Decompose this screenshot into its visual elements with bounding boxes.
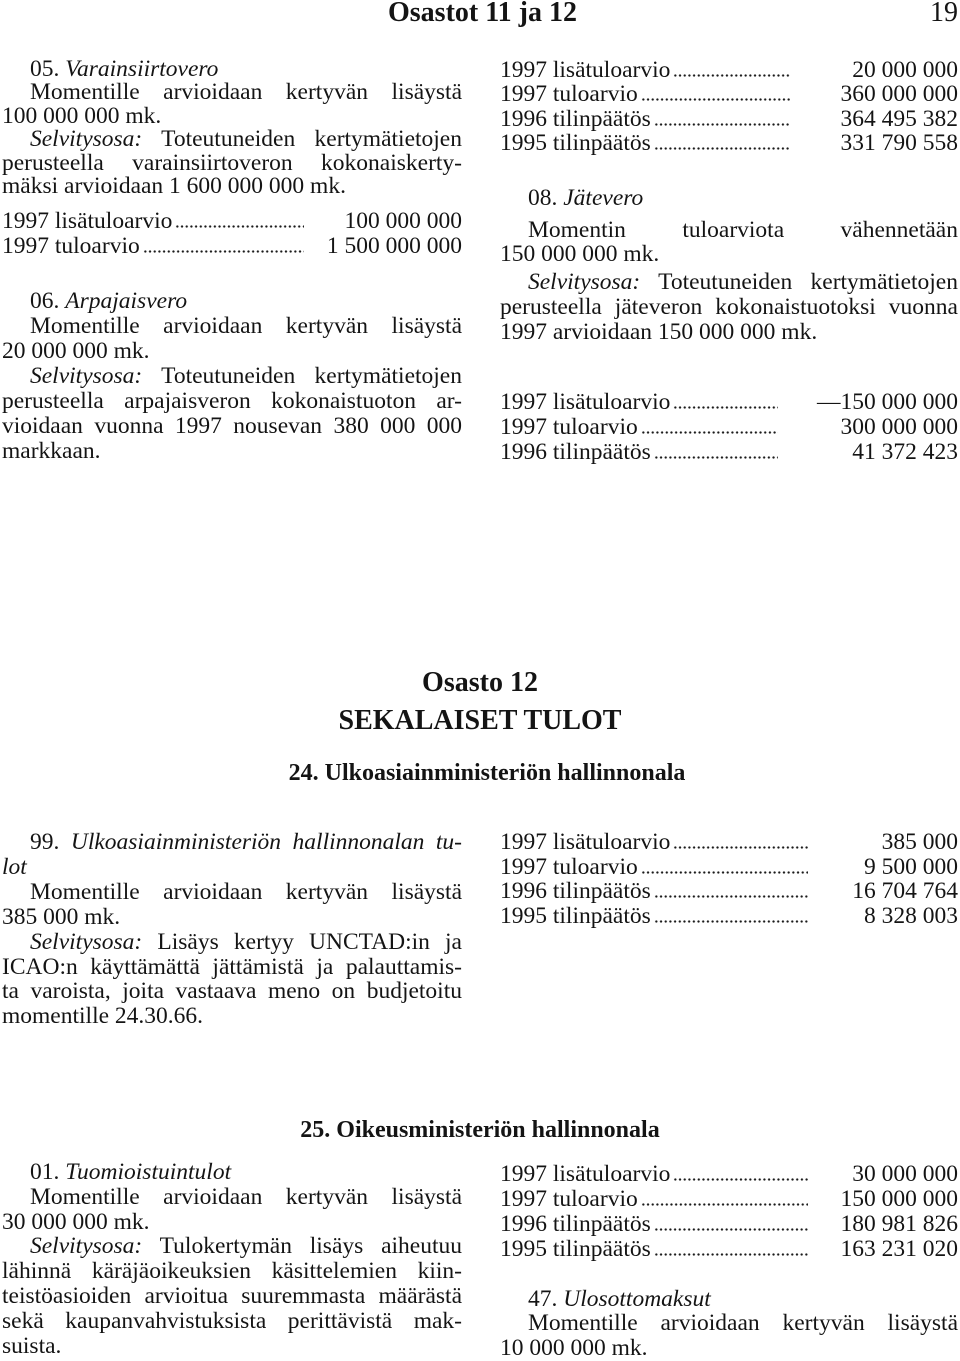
explanation-line: 1997 arvioidaan 150 000 000 mk. <box>500 319 818 345</box>
item-text-line: 385 000 mk. <box>2 903 121 930</box>
item-01-heading <box>2 1160 462 1185</box>
ledger-label: 1996 tilinpäätös <box>500 1211 651 1237</box>
ledger-row <box>500 904 958 929</box>
item-01-ledger <box>500 1162 958 1262</box>
ledger-amount: 1 500 000 000 <box>326 233 462 259</box>
dot-leader <box>143 250 304 253</box>
explanation-line <box>2 364 462 389</box>
explanation-label: Selvitysosa: <box>30 928 143 955</box>
dot-leader <box>654 147 790 150</box>
text-span: Toteutuneiden kertymätietojen <box>658 269 958 295</box>
item-99 <box>2 830 462 1029</box>
item-title: Arpajaisvero <box>65 288 188 314</box>
text-span: perusteella arpajaisveron kokonaistuoton ar- <box>2 388 462 414</box>
explanation-line <box>2 1259 462 1284</box>
item-text-line: 30 000 000 mk. <box>2 1208 150 1235</box>
text-span: Momentille arvioidaan kertyvän lisäystä <box>30 1183 462 1210</box>
ledger-row <box>500 879 958 904</box>
text-span: ta varoista, joita vastaava meno on budjetoitu <box>2 978 462 1005</box>
explanation-line <box>2 979 462 1004</box>
ledger-row <box>500 1212 958 1237</box>
ledger-amount: 20 000 000 <box>852 57 958 83</box>
ledger-label: 1996 tilinpäätös <box>500 105 651 132</box>
item-number: 99. <box>30 829 60 855</box>
ledger-row <box>500 131 958 155</box>
ledger-row <box>500 1187 958 1212</box>
ledger-amount: 163 231 020 <box>840 1236 958 1262</box>
dot-leader <box>673 406 778 409</box>
dot-leader <box>654 456 778 459</box>
item-title: Varainsiirtovero <box>65 56 219 82</box>
ledger-label: 1997 tuloarvio <box>500 853 638 880</box>
explanation-line <box>2 955 462 980</box>
item-text-line <box>2 880 462 905</box>
item-text-line <box>500 218 958 242</box>
ledger-label: 1996 tilinpäätös <box>500 878 651 905</box>
item-05 <box>2 58 462 198</box>
text-span: ICAO:n käyttämättä jättämistä ja palauttamis- <box>2 953 462 980</box>
item-text-line: 10 000 000 mk. <box>500 1334 648 1361</box>
ledger-amount: 180 981 826 <box>840 1211 958 1237</box>
ledger-row <box>500 1237 958 1262</box>
explanation-label: Selvitysosa: <box>30 126 143 153</box>
text-span: Tulokertymän lisäys aiheutuu <box>159 1233 462 1260</box>
item-05-heading <box>2 58 462 81</box>
explanation-line <box>2 414 462 439</box>
ledger-label: 1997 lisätuloarvio <box>500 829 671 855</box>
item-01 <box>2 1160 462 1358</box>
ledger-row <box>500 415 958 440</box>
ledger-row <box>500 82 958 106</box>
explanation-line: momentille 24.30.66. <box>2 1003 204 1030</box>
dot-leader <box>641 98 790 101</box>
dot-leader <box>673 846 808 849</box>
dot-leader <box>654 895 808 898</box>
item-47-heading <box>500 1287 958 1311</box>
item-title: Ulosottomaksut <box>563 1286 711 1312</box>
text-span: Momentille arvioidaan kertyvän lisäystä <box>30 79 462 106</box>
item-text-line: 150 000 000 mk. <box>500 241 660 267</box>
item-08-explanation <box>500 270 958 345</box>
ledger-amount: 331 790 558 <box>840 129 958 156</box>
ledger-label: 1995 tilinpäätös <box>500 903 651 930</box>
ledger-label: 1995 tilinpäätös <box>500 1236 651 1262</box>
item-title-continued: lot <box>2 853 27 880</box>
dot-leader <box>673 74 790 77</box>
ledger-amount: 41 372 423 <box>852 439 958 465</box>
ledger-amount: 100 000 000 <box>344 208 462 234</box>
explanation-line <box>2 1284 462 1309</box>
explanation-label: Selvitysosa: <box>30 363 143 389</box>
item-text-line: 100 000 000 mk. <box>2 102 162 129</box>
item-number: 08. <box>528 185 558 211</box>
text-span: perusteella varainsiirtoveron kokonaiskerty- <box>2 149 462 176</box>
ledger-amount: 360 000 000 <box>840 81 958 108</box>
item-05-ledger <box>2 209 462 259</box>
ledger-label: 1997 lisätuloarvio <box>500 1161 671 1187</box>
dot-leader <box>175 225 304 228</box>
explanation-line <box>2 1309 462 1334</box>
text-span: Momentin tuloarviota vähennetään <box>528 217 958 243</box>
item-47 <box>500 1287 958 1360</box>
ledger-amount: —150 000 000 <box>817 389 958 415</box>
page-header-title: Osastot 11 ja 12 <box>388 0 577 28</box>
ledger-amount: 364 495 382 <box>840 105 958 132</box>
ledger-label: 1997 lisätuloarvio <box>2 208 173 234</box>
explanation-line <box>2 128 462 151</box>
item-99-heading <box>2 830 462 855</box>
ledger-label: 1997 tuloarvio <box>500 414 638 440</box>
item-08-heading <box>500 186 958 210</box>
dot-leader <box>673 1178 808 1181</box>
text-span: Toteutuneiden kertymätietojen <box>161 363 462 389</box>
explanation-line <box>2 930 462 955</box>
dot-leader <box>654 920 808 923</box>
page-number: 19 <box>930 0 958 28</box>
item-title: Ulkoasiainministeriön hallinnonalan tu- <box>70 829 462 855</box>
explanation-label: Selvitysosa: <box>30 1233 143 1260</box>
text-span: Momentille arvioidaan kertyvän lisäystä <box>30 313 462 339</box>
chapter-24-heading: 24. Ulkoasiainministeriön hallinnonala <box>288 760 686 786</box>
ledger-row <box>500 440 958 465</box>
text-span: sekä kaupanvahvistuksista perittävistä mak- <box>2 1307 462 1334</box>
dot-leader <box>641 871 808 874</box>
explanation-line: markkaan. <box>2 438 101 464</box>
section-subtitle: SEKALAISET TULOT <box>338 705 622 736</box>
dot-leader <box>641 1203 808 1206</box>
item-text-line <box>2 314 462 339</box>
text-span: vioidaan vuonna 1997 nousevan 380 000 000 <box>2 413 462 439</box>
item-text-line <box>500 1311 958 1335</box>
ledger-amount: 300 000 000 <box>840 414 958 440</box>
ledger-amount: 8 328 003 <box>864 903 958 930</box>
ledger-amount: 16 704 764 <box>852 878 958 905</box>
text-span: teistöasioiden arvioitua suuremmasta määrästä <box>2 1282 462 1309</box>
dot-leader <box>654 1253 808 1256</box>
text-span: Toteutuneiden kertymätietojen <box>161 126 462 153</box>
explanation-line <box>2 389 462 414</box>
item-title: Tuomioistuintulot <box>65 1159 232 1185</box>
explanation-line: mäksi arvioidaan 1 600 000 000 mk. <box>2 173 346 200</box>
ledger-label: 1997 tuloarvio <box>500 81 638 108</box>
ledger-amount: 385 000 <box>881 829 958 855</box>
item-text-line <box>2 1185 462 1210</box>
ledger-row <box>2 234 462 259</box>
ledger-amount: 150 000 000 <box>840 1186 958 1212</box>
dot-leader <box>654 1228 808 1231</box>
ledger-row <box>2 209 462 234</box>
ledger-amount: 30 000 000 <box>852 1161 958 1187</box>
item-06-ledger <box>500 58 958 155</box>
section-title: Osasto 12 <box>422 667 538 698</box>
ledger-row <box>500 1162 958 1187</box>
text-span: perusteella jäteveron kokonaistuotoksi vuonna <box>500 294 958 320</box>
dot-leader <box>654 123 790 126</box>
explanation-line <box>2 149 462 176</box>
explanation-line: suista. <box>2 1332 62 1359</box>
item-title: Jätevero <box>563 185 644 211</box>
item-number: 47. <box>528 1286 558 1312</box>
text-span: Lisäys kertyy UNCTAD:in ja <box>157 928 462 955</box>
chapter-25-heading: 25. Oikeusministeriön hallinnonala <box>300 1117 660 1143</box>
item-text-line: 20 000 000 mk. <box>2 338 150 364</box>
explanation-label: Selvitysosa: <box>528 269 641 295</box>
text-span: lähinnä käräjäoikeuksien käsittelemien kiin- <box>2 1258 462 1285</box>
ledger-row <box>500 855 958 880</box>
item-99-ledger <box>500 830 958 929</box>
dot-leader <box>641 431 778 434</box>
item-06-heading <box>2 289 462 314</box>
ledger-row <box>500 830 958 855</box>
ledger-label: 1995 tilinpäätös <box>500 129 651 156</box>
ledger-row <box>500 107 958 131</box>
ledger-label: 1997 tuloarvio <box>2 233 140 259</box>
section-heading <box>0 664 960 740</box>
item-number: 06. <box>30 288 60 314</box>
item-number: 01. <box>30 1159 60 1185</box>
explanation-line <box>2 1234 462 1259</box>
item-number: 05. <box>30 56 60 82</box>
explanation-line <box>500 270 958 295</box>
item-08 <box>500 186 958 210</box>
text-span: Momentille arvioidaan kertyvän lisäystä <box>528 1310 958 1337</box>
item-text-line <box>2 81 462 104</box>
ledger-label: 1996 tilinpäätös <box>500 439 651 465</box>
ledger-amount: 9 500 000 <box>864 853 958 880</box>
ledger-label: 1997 tuloarvio <box>500 1186 638 1212</box>
item-06 <box>2 289 462 464</box>
explanation-line <box>500 295 958 320</box>
ledger-label: 1997 lisätuloarvio <box>500 389 671 415</box>
item-08-text <box>500 218 958 266</box>
text-span: Momentille arvioidaan kertyvän lisäystä <box>30 878 462 905</box>
ledger-row <box>500 390 958 415</box>
item-08-ledger <box>500 390 958 465</box>
ledger-label: 1997 lisätuloarvio <box>500 57 671 83</box>
ledger-row <box>500 58 958 82</box>
